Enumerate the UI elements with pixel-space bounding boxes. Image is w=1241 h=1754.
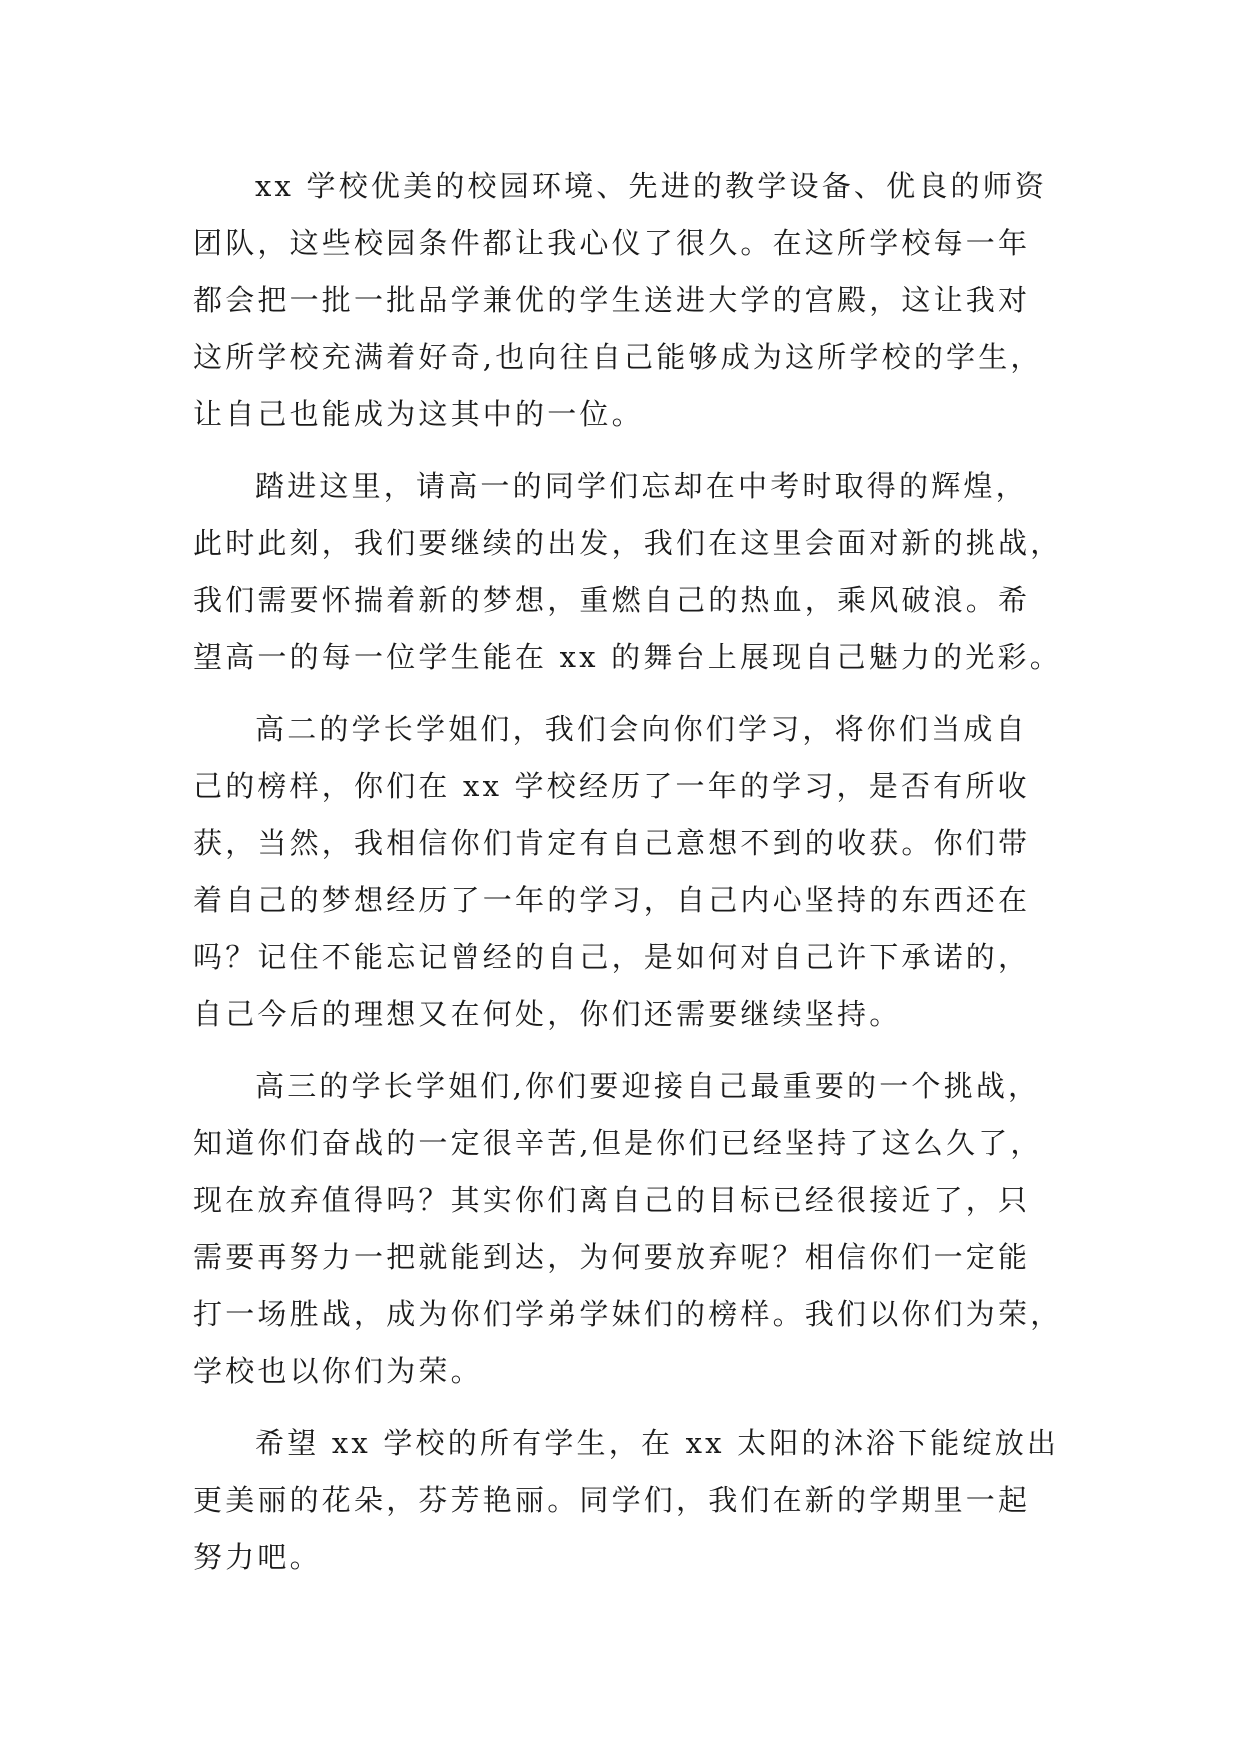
text-line: 更美丽的花朵，芬芳艳丽。同学们，我们在新的学期里一起 xyxy=(193,1483,1031,1517)
paragraph xyxy=(193,158,1057,443)
text-line: 吗？记住不能忘记曾经的自己，是如何对自己许下承诺的， xyxy=(193,940,1031,974)
text-line: 都会把一批一批品学兼优的学生送进大学的宫殿，这让我对 xyxy=(193,283,1031,317)
text-line: 自己今后的理想又在何处，你们还需要继续坚持。 xyxy=(193,997,902,1031)
paragraph-spacer xyxy=(193,443,1057,458)
text-line: 踏进这里，请高一的同学们忘却在中考时取得的辉煌， xyxy=(255,469,1028,503)
paragraph xyxy=(193,1415,1060,1586)
text-line: 让自己也能成为这其中的一位。 xyxy=(193,397,644,431)
text-line: 己的榜样，你们在 xx 学校经历了一年的学习，是否有所收 xyxy=(193,769,1030,803)
text-line: 望高一的每一位学生能在 xx 的舞台上展现自己魅力的光彩。 xyxy=(193,640,1062,674)
text-line: 知道你们奋战的一定很辛苦,但是你们已经坚持了这么久了， xyxy=(193,1126,1043,1160)
document-body xyxy=(193,158,1063,1586)
text-line: 我们需要怀揣着新的梦想，重燃自己的热血，乘风破浪。希 xyxy=(193,583,1031,617)
text-line: 需要再努力一把就能到达，为何要放弃呢？相信你们一定能 xyxy=(193,1240,1031,1274)
paragraph xyxy=(193,1058,1063,1400)
paragraph-spacer xyxy=(193,686,1057,701)
text-line: 团队，这些校园条件都让我心仪了很久。在这所学校每一年 xyxy=(193,226,1031,260)
text-line: 此时此刻，我们要继续的出发，我们在这里会面对新的挑战， xyxy=(193,526,1063,560)
text-line: 学校也以你们为荣。 xyxy=(193,1354,483,1388)
text-line: 着自己的梦想经历了一年的学习，自己内心坚持的东西还在 xyxy=(193,883,1031,917)
paragraph xyxy=(193,458,1063,686)
text-line: 现在放弃值得吗？其实你们离自己的目标已经很接近了，只 xyxy=(193,1183,1031,1217)
text-line: 获，当然，我相信你们肯定有自己意想不到的收获。你们带 xyxy=(193,826,1031,860)
paragraph-spacer xyxy=(193,1400,1057,1415)
paragraph-spacer xyxy=(193,1043,1057,1058)
text-line: 希望 xx 学校的所有学生，在 xx 太阳的沐浴下能绽放出 xyxy=(255,1426,1060,1460)
text-line: 这所学校充满着好奇,也向往自己能够成为这所学校的学生， xyxy=(193,340,1043,374)
text-line: xx 学校优美的校园环境、先进的教学设备、优良的师资 xyxy=(255,169,1048,203)
text-line: 打一场胜战，成为你们学弟学妹们的榜样。我们以你们为荣， xyxy=(193,1297,1063,1331)
text-line: 高三的学长学姐们,你们要迎接自己最重要的一个挑战， xyxy=(255,1069,1041,1103)
paragraph xyxy=(193,701,1057,1043)
text-line: 高二的学长学姐们，我们会向你们学习，将你们当成自 xyxy=(255,712,1028,746)
text-line: 努力吧。 xyxy=(193,1540,322,1574)
